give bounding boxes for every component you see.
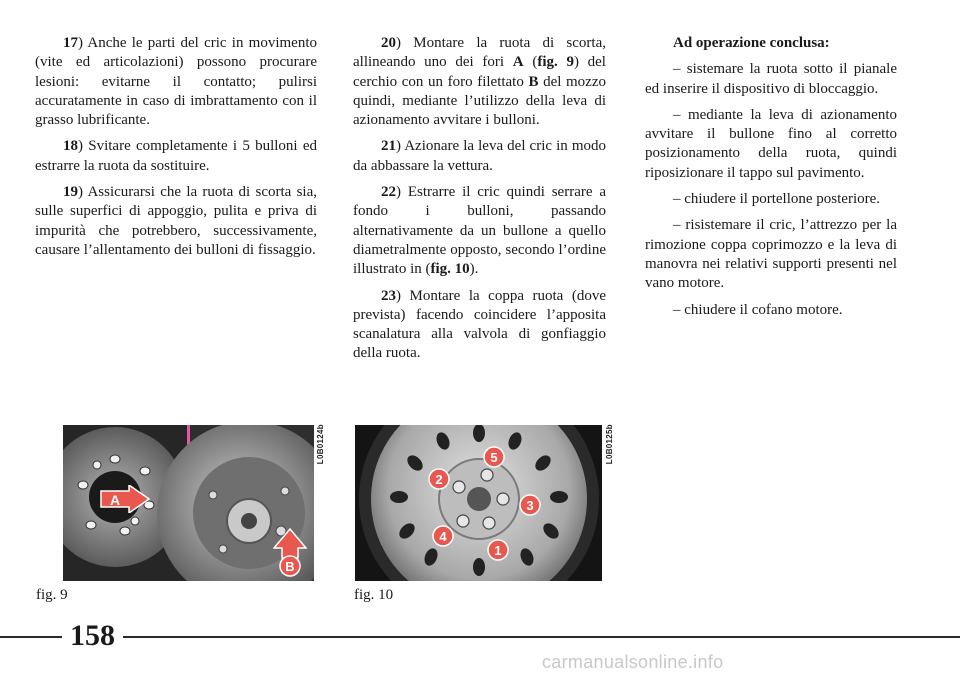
- step-20: 20) Montare la ruota di scorta, allineando uno dei fori A (fig. 9) del cerchio con un foro filettato B del mozzo quindi, mediante l’utilizzo della leva di azionamento avvitare i bulloni.: [353, 35, 607, 129]
- step-23: 23) Montare la coppa ruota (dove prevista) facendo coincidere l’apposita scanalatura alla valvola di gonfiaggio della ruota.: [353, 287, 606, 362]
- list-item: – chiudere il cofano motore.: [673, 301, 843, 318]
- figure-10-code: L0B0125b: [605, 424, 614, 465]
- step-18: 18) Svitare completamente i 5 bulloni ed estrarre la ruota da sostituire.: [35, 138, 317, 174]
- fig-ref: fig. 9: [537, 54, 574, 71]
- figure-10-caption: fig. 10: [354, 587, 394, 603]
- fig-ref: fig. 10: [430, 261, 470, 278]
- order-label-2: 2: [435, 472, 443, 487]
- step-21: 21) Azionare la leva del cric in modo da abbassare la vettura.: [353, 138, 606, 174]
- step-19: 19) Assicurarsi che la ruota di scorta sia, sulle superfici di appoggio, pulita e priva di impurità che potrebbero, successivamente, causare l’allentamento dei bulloni di fissaggio.: [35, 184, 317, 258]
- step-17: 17) Anche le parti del cric in movimento (vite ed articolazioni) possono procurare lesioni: evitarne il contatto; pulirsi accuratamente in caso di imbrattamento con il grasso lubrificante.: [35, 35, 317, 129]
- watermark: carmanualsonline.info: [542, 652, 724, 672]
- callout-a-label: A: [109, 492, 121, 508]
- order-label-1: 1: [494, 543, 502, 558]
- figure-9-code: L0B0124b: [316, 424, 325, 465]
- text-column-right: [645, 34, 897, 327]
- order-label-5: 5: [490, 450, 498, 465]
- callout-a-arrow: [99, 485, 151, 513]
- page-number: 158: [62, 619, 123, 653]
- callout-b-label: B: [285, 559, 295, 574]
- list-item: – mediante la leva di azionamento avvitare il bullone fino al corretto posizionamento della ruota, quindi riposizionare il tappo sul pavimento.: [645, 106, 897, 181]
- figure-9-wheel-hub-photo: [63, 425, 314, 581]
- footer-rule: [0, 636, 960, 638]
- text-column-middle: [353, 34, 606, 371]
- text-column-left: [35, 34, 317, 267]
- figure-9-caption: fig. 9: [36, 587, 68, 603]
- order-label-3: 3: [526, 498, 534, 513]
- section-heading: Ad operazione conclusa:: [673, 35, 830, 51]
- list-item: – chiudere il portellone posteriore.: [673, 191, 881, 208]
- callout-b-arrow: [273, 528, 307, 578]
- figure-10-steel-wheel-photo: [355, 425, 602, 581]
- list-item: – sistemare la ruota sotto il pianale ed inserire il dispositivo di bloccaggio.: [645, 61, 897, 97]
- tightening-order-callouts: [355, 425, 602, 581]
- step-22: 22) Estrarre il cric quindi serrare a fondo i bulloni, passando alternativamente da un bullone a quello diametralmente opposto, secondo l’ordine illustrato in (fig. 10).: [353, 184, 606, 278]
- order-label-4: 4: [439, 529, 447, 544]
- list-item: – risistemare il cric, l’attrezzo per la rimozione coppa coprimozzo e la leva di manovra nei relativi supporti presenti nel vano motore.: [645, 217, 897, 292]
